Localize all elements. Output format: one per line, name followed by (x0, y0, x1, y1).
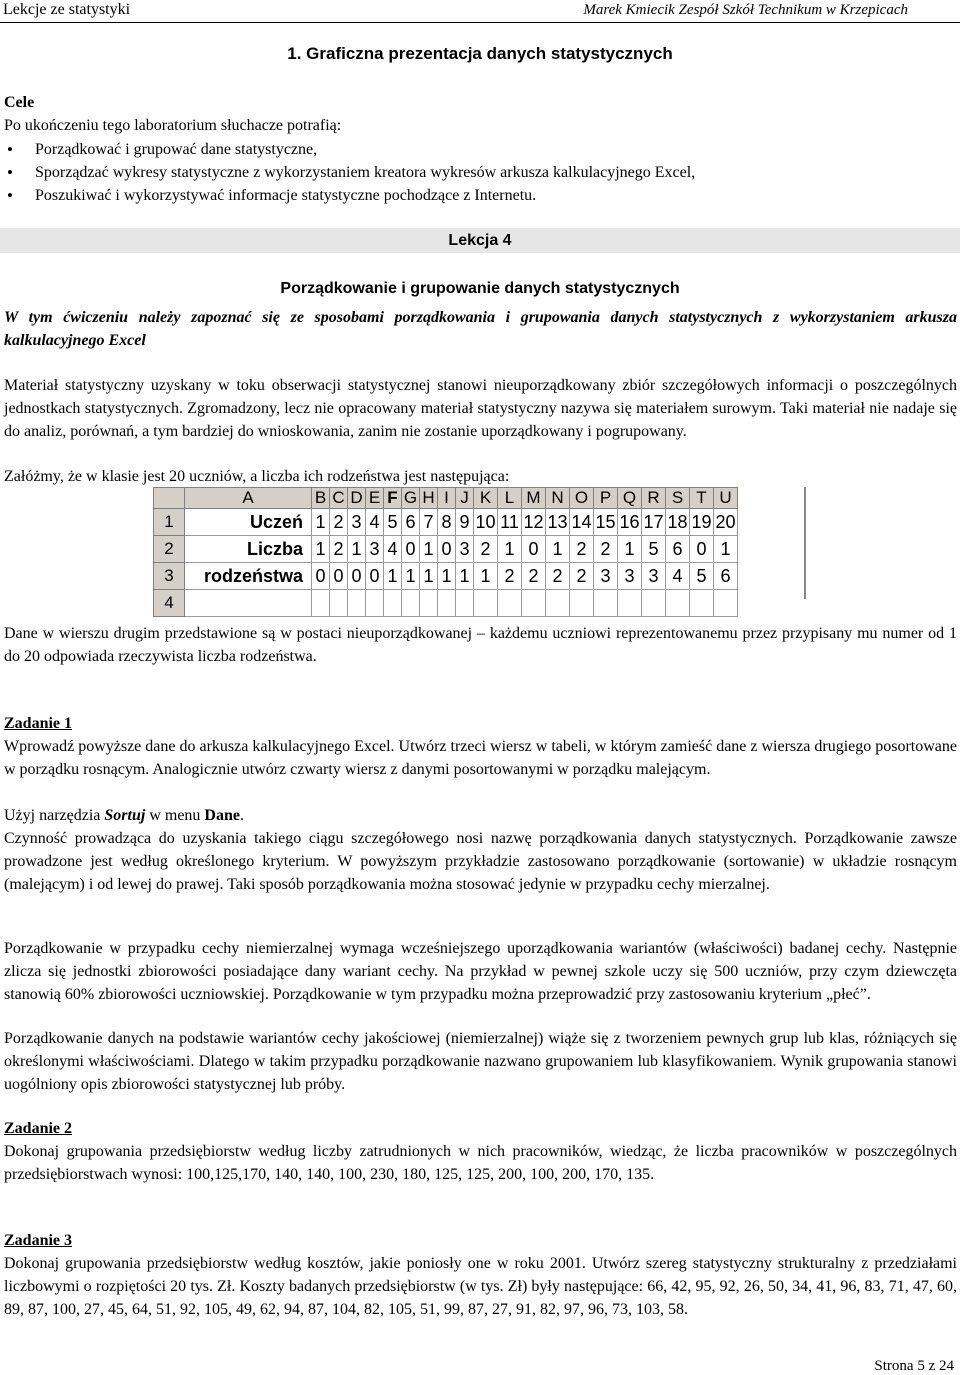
task1-paragraph-c: Porządkowanie danych na podstawie wariantów cechy jakościowej (niemierzalnej) wiąże się z tworzeniem pewnych grup lub klas, różniących się określonymi właściwościami. Dlatego w takim przypadku porządkowanie nazwano grupowaniem lub klasyfikowaniem. Wynik grupowania stanowi uogólniony opis zbiorowości statystycznej lub próby. (4, 1030, 957, 1093)
column-header: C (330, 488, 348, 509)
task1-paragraph-b: Porządkowanie w przypadku cechy niemierzalnej wymaga wcześniejszego uporządkowania wariantów (właściwości) badanej cechy. Następnie zlicza się jednostki zbiorowości posiadające dany wariant cechy. Na przykład w pewnej szkole uczy się 500 uczniów, przy czym dziewczęta stanowią 60% zbiorowości uczniowskiej. Porządkowanie w tym przypadku można przeprowadzić przy zastosowaniu kryterium „płeć”. (4, 940, 957, 1003)
empty-cell (366, 590, 384, 617)
empty-cell (522, 590, 546, 617)
column-header: L (498, 488, 522, 509)
lesson-intro: W tym ćwiczeniu należy zapoznać się ze sposobami porządkowania i grupowania danych statystycznych z wykorzystaniem arkusza kalkulacyjnego Excel (4, 309, 957, 349)
task2-text: Dokonaj grupowania przedsiębiorstw według liczby zatrudnionych w nich pracowników, wiedząc, że liczba pracowników w poszczególnych przedsiębiorstwach wynosi: 100,125,170, 140, 140, 100, 230, 180, 125, 125, 200, 100, 200, 170, 135. (4, 1143, 957, 1183)
sheet-cell: 0 (402, 536, 420, 563)
empty-cell (690, 590, 714, 617)
row-label: rodzeństwa (185, 563, 312, 590)
goal-item: • Porządkować i grupować dane statystyczne, (4, 138, 954, 161)
sheet-cell: 11 (498, 509, 522, 536)
empty-cell (312, 590, 330, 617)
sheet-cell: 2 (498, 563, 522, 590)
sheet-cell: 3 (456, 536, 474, 563)
sheet-cell: 5 (690, 563, 714, 590)
task1-paragraph-a: Czynność prowadząca do uzyskania takiego ciągu szczegółowego nosi nazwę porządkowania danych statystycznych. Porządkowanie zawsze prowadzone jest według określonego kryterium. W powyższym przykładzie zastosowano porządkowanie (sortowanie) w układzie rosnącym (malejącym) i od lewej do prawej. Taki sposób porządkowania można stosować jedynie w przypadku cechy mierzalnej. (4, 830, 957, 893)
sheet-cell: 0 (690, 536, 714, 563)
task2-heading: Zadanie 2 (4, 1120, 73, 1137)
column-header: H (420, 488, 438, 509)
column-header: M (522, 488, 546, 509)
sheet-cell: 7 (420, 509, 438, 536)
empty-cell (330, 590, 348, 617)
empty-cell (420, 590, 438, 617)
goals-intro: Po ukończeniu tego laboratorium słuchacze potrafią: (4, 117, 342, 134)
sheet-cell: 3 (642, 563, 666, 590)
sheet-cell: 1 (420, 563, 438, 590)
sheet-cell: 20 (714, 509, 738, 536)
empty-cell (546, 590, 570, 617)
sheet-cell: 0 (312, 563, 330, 590)
dane-term: Dane (204, 807, 240, 824)
sheet-cell: 2 (474, 536, 498, 563)
sheet-cell: 1 (498, 536, 522, 563)
page-footer: Strona 5 z 24 (874, 1358, 954, 1374)
sheet-cell: 6 (714, 563, 738, 590)
row-number: 1 (154, 509, 185, 536)
spreadsheet-image (153, 487, 806, 612)
goals-list (4, 138, 954, 207)
empty-cell (498, 590, 522, 617)
sheet-cell: 0 (522, 536, 546, 563)
sheet-cell: 1 (438, 563, 456, 590)
empty-cell (348, 590, 366, 617)
sheet-cell: 3 (348, 509, 366, 536)
task1-heading: Zadanie 1 (4, 715, 73, 732)
task1-tool: Użyj narzędzia Sortuj w menu Dane. (4, 807, 244, 824)
sheet-cell: 2 (330, 536, 348, 563)
row-number: 2 (154, 536, 185, 563)
page-header (0, 0, 960, 23)
column-header: B (312, 488, 330, 509)
sheet-cell: 2 (546, 563, 570, 590)
goal-item: • Sporządzać wykresy statystyczne z wykorzystaniem kreatora wykresów arkusza kalkulacyjnego Excel, (4, 161, 954, 184)
sheet-cell: 4 (366, 509, 384, 536)
sheet-cell: 1 (618, 536, 642, 563)
column-header: S (666, 488, 690, 509)
sheet-cell: 4 (384, 536, 402, 563)
column-header: G (402, 488, 420, 509)
column-header: N (546, 488, 570, 509)
sheet-cell: 2 (570, 536, 594, 563)
task1-text: Wprowadź powyższe dane do arkusza kalkulacyjnego Excel. Utwórz trzeci wiersz w tabeli, w którym zamieść dane z wiersza drugiego posortowane w porządku rosnącym. Analogicznie utwórz czwarty wiersz z danymi posortowanymi w porządku malejącym. (4, 738, 957, 778)
lesson-subtitle: Porządkowanie i grupowanie danych statystycznych (280, 280, 680, 297)
page-title: 1. Graficzna prezentacja danych statystycznych (287, 44, 673, 63)
empty-cell (642, 590, 666, 617)
sheet-cell: 18 (666, 509, 690, 536)
column-header: J (456, 488, 474, 509)
column-header: U (714, 488, 738, 509)
row-number: 4 (154, 590, 185, 617)
sheet-cell: 5 (384, 509, 402, 536)
column-header: T (690, 488, 714, 509)
lesson-banner: Lekcja 4 (0, 228, 960, 253)
sheet-cell: 2 (594, 536, 618, 563)
empty-cell (185, 590, 312, 617)
sheet-cell: 0 (330, 563, 348, 590)
empty-cell (618, 590, 642, 617)
sheet-cell: 9 (456, 509, 474, 536)
sheet-row (154, 509, 738, 536)
sheet-row (154, 536, 738, 563)
sheet-cell: 1 (348, 536, 366, 563)
empty-cell (384, 590, 402, 617)
sheet-cell: 10 (474, 509, 498, 536)
sortuj-term: Sortuj (104, 807, 146, 824)
empty-cell (474, 590, 498, 617)
row-label: Uczeń (185, 509, 312, 536)
header-right: Marek Kmiecik Zespół Szkół Technikum w Krzepicach (583, 2, 908, 18)
column-header: K (474, 488, 498, 509)
sheet-row (154, 563, 738, 590)
header-left: Lekcje ze statystyki (3, 1, 131, 18)
empty-cell (402, 590, 420, 617)
sheet-cell: 1 (456, 563, 474, 590)
empty-cell (570, 590, 594, 617)
sheet-cell: 2 (522, 563, 546, 590)
sheet-cell: 1 (714, 536, 738, 563)
row-number: 3 (154, 563, 185, 590)
sheet-cell: 3 (366, 536, 384, 563)
sheet-cell: 2 (570, 563, 594, 590)
sheet-cell: 12 (522, 509, 546, 536)
column-header: A (185, 488, 312, 509)
column-header: Q (618, 488, 642, 509)
sheet-cell: 0 (348, 563, 366, 590)
column-header: F (384, 488, 402, 509)
sheet-cell: 1 (546, 536, 570, 563)
sheet-cell: 1 (312, 509, 330, 536)
sheet-cell: 6 (666, 536, 690, 563)
empty-cell (438, 590, 456, 617)
task3-text: Dokonaj grupowania przedsiębiorstw według kosztów, jakie poniosły one w roku 2001. Utwórz szereg statystyczny strukturalny z przedziałami liczbowymi o rozpiętości 20 tys. Zł. Koszty badanych przedsiębiorstw (w tys. Zł) były następujące: 66, 42, 95, 92, 26, 50, 34, 41, 96, 83, 71, 47, 60, 89, 87, 100, 27, 45, 64, 51, 92, 105, 49, 62, 94, 87, 104, 82, 105, 51, 99, 87, 27, 91, 82, 97, 96, 73, 103, 58. (4, 1255, 957, 1318)
sheet-cell: 8 (438, 509, 456, 536)
empty-cell (714, 590, 738, 617)
corner-cell (154, 488, 185, 509)
sheet-cell: 6 (402, 509, 420, 536)
sheet-cell: 1 (474, 563, 498, 590)
sheet-cell: 17 (642, 509, 666, 536)
after-sheet-paragraph: Dane w wierszu drugim przedstawione są w postaci nieuporządkowanej – każdemu uczniowi reprezentowanemu przez przypisany mu numer od 1 do 20 odpowiada rzeczywista liczba rodzeństwa. (4, 625, 957, 665)
row-label: Liczba (185, 536, 312, 563)
spreadsheet-table (153, 487, 738, 617)
column-header-row (154, 488, 738, 509)
empty-cell (666, 590, 690, 617)
sheet-cell: 4 (666, 563, 690, 590)
column-header: O (570, 488, 594, 509)
sheet-cell: 1 (420, 536, 438, 563)
sheet-cell: 0 (366, 563, 384, 590)
sheet-cell: 16 (618, 509, 642, 536)
sheet-cell: 14 (570, 509, 594, 536)
sheet-cell: 19 (690, 509, 714, 536)
sheet-cell: 3 (618, 563, 642, 590)
goal-item: • Poszukiwać i wykorzystywać informacje statystyczne pochodzące z Internetu. (4, 184, 954, 207)
lesson-paragraph-2: Załóżmy, że w klasie jest 20 uczniów, a liczba ich rodzeństwa jest następująca: (4, 468, 510, 485)
sheet-cell: 13 (546, 509, 570, 536)
column-header: E (366, 488, 384, 509)
sheet-row (154, 590, 738, 617)
task3-heading: Zadanie 3 (4, 1232, 73, 1249)
sheet-cell: 1 (402, 563, 420, 590)
sheet-cell: 3 (594, 563, 618, 590)
goals-heading: Cele (4, 94, 35, 111)
column-header: I (438, 488, 456, 509)
column-header: D (348, 488, 366, 509)
sheet-cell: 15 (594, 509, 618, 536)
column-header: P (594, 488, 618, 509)
sheet-cell: 1 (312, 536, 330, 563)
column-header: R (642, 488, 666, 509)
sheet-cell: 2 (330, 509, 348, 536)
lesson-paragraph-1: Materiał statystyczny uzyskany w toku obserwacji statystycznej stanowi nieuporządkowany zbiór szczegółowych informacji o poszczególnych jednostkach statystycznych. Zgromadzony, lecz nie opracowany materiał statystyczny nazywa się materiałem surowym. Taki materiał nie nadaje się do analiz, porównań, a tym bardziej do wnioskowania, zanim nie zostanie uporządkowany i pogrupowany. (4, 377, 957, 440)
sheet-cell: 5 (642, 536, 666, 563)
sheet-cell: 0 (438, 536, 456, 563)
empty-cell (594, 590, 618, 617)
empty-cell (456, 590, 474, 617)
sheet-cell: 1 (384, 563, 402, 590)
